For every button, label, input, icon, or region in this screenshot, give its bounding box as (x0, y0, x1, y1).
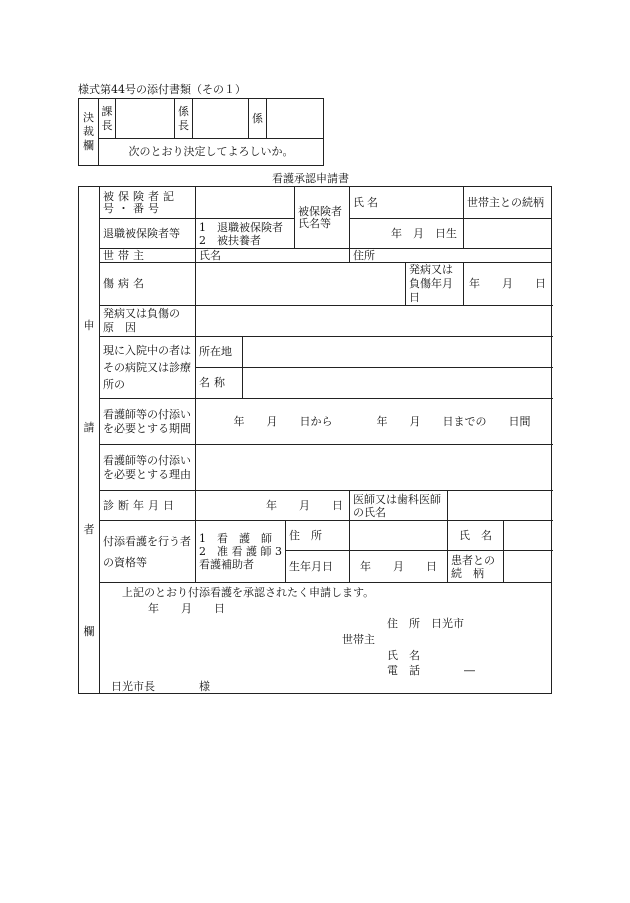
nurse-address-value (350, 521, 448, 551)
disease-name-value (196, 263, 406, 306)
kacho-stamp (116, 99, 175, 139)
patient-relation-value (504, 551, 552, 583)
nurse-address-label: 住 所 (286, 521, 350, 551)
declaration-head-label: 世帯主 (342, 633, 375, 646)
facility-name-label: 名称 (196, 368, 243, 399)
kacho-label: 課長 (99, 99, 116, 139)
declaration-date: 年 月 日 (148, 602, 225, 615)
diagnosis-date-label: 診断年月日 (100, 491, 196, 521)
relation-value (464, 219, 552, 249)
location-label: 所在地 (196, 337, 243, 368)
patient-relation-label: 患者との続 柄 (448, 551, 504, 583)
doctor-name-value (448, 491, 552, 521)
applicant-label-1: 申 (83, 319, 95, 332)
cause-label: 発病又は負傷の 原 因 (100, 306, 196, 337)
applicant-label-2: 請 (83, 421, 95, 434)
declaration-address-label: 住 所 日光市 (387, 617, 464, 630)
qualification-options: 1 看 護 師 2 准 看 護 師 3 看護補助者 (196, 521, 286, 583)
nursing-period-value: 年 月 日から 年 月 日までの 日間 (196, 399, 552, 445)
facility-name-value (243, 368, 552, 399)
approval-column-label: 決裁欄 (79, 99, 99, 166)
disease-name-label: 傷病名 (100, 263, 196, 306)
household-head-name-label: 氏名 (196, 249, 350, 263)
cause-value (196, 306, 552, 337)
household-head-address-label: 住所 (350, 249, 552, 263)
declaration-cell (100, 583, 552, 694)
applicant-label-4: 欄 (83, 625, 95, 638)
applicant-label-3: 者 (83, 523, 95, 536)
name-label-text: 氏名 (353, 195, 382, 209)
kakari-label: 係 (249, 99, 267, 139)
application-table (78, 186, 552, 694)
relation-to-head-label: 世帯主との続柄 (464, 187, 552, 219)
form-title: 看護承認申請書 (272, 172, 349, 185)
insured-number-value (196, 187, 295, 219)
retired-insured-label: 退職被保険者等 (100, 219, 196, 249)
approval-table (78, 98, 324, 166)
declaration-name-label: 氏 名 (387, 649, 420, 662)
declaration-text: 上記のとおり付添看護を承認されたく申請します。 (122, 586, 375, 599)
nursing-reason-label: 看護師等の付添いを必要とする理由 (100, 445, 196, 491)
location-value (243, 337, 552, 368)
nurse-birth-value: 年 月 日 (350, 551, 448, 583)
insured-name-label: 被保険者氏名等 (295, 187, 350, 249)
kakaricho-label: 係長 (175, 99, 193, 139)
declaration-phone-label: 電 話 ― (387, 664, 475, 677)
diagnosis-date-value: 年 月 日 (196, 491, 350, 521)
nursing-reason-value (196, 445, 552, 491)
nurse-qualification-label: 付添看護を行う者の資格等 (100, 521, 196, 583)
onset-date-value: 年 月 日 (464, 263, 552, 306)
nurse-birth-label: 生年月日 (286, 551, 350, 583)
facility-label: 現に入院中の者はその病院又は診療所の (100, 337, 196, 399)
household-head-label: 世帯主 (100, 249, 196, 263)
name-label (350, 187, 464, 219)
mayor-addressee: 日光市長 様 (111, 680, 210, 693)
approval-decision-text: 次のとおり決定してよろしいか。 (99, 139, 324, 166)
applicant-column-label (79, 187, 100, 694)
nursing-period-label: 看護師等の付添いを必要とする期間 (100, 399, 196, 445)
kakaricho-stamp (193, 99, 249, 139)
insured-number-label: 被保険者記号・番号 (100, 187, 196, 219)
form-number: 様式第44号の添付書類（その１） (78, 83, 246, 96)
birth-date-label: 年 月 日生 (350, 219, 464, 249)
nurse-name-label: 氏 名 (448, 521, 504, 551)
kakari-stamp (267, 99, 324, 139)
doctor-name-label: 医師又は歯科医師の氏名 (350, 491, 448, 521)
onset-date-label: 発病又は負傷年月日 (406, 263, 464, 306)
nurse-name-value (504, 521, 552, 551)
retired-insured-options: 1 退職被保険者 2 被扶養者 (196, 219, 295, 249)
